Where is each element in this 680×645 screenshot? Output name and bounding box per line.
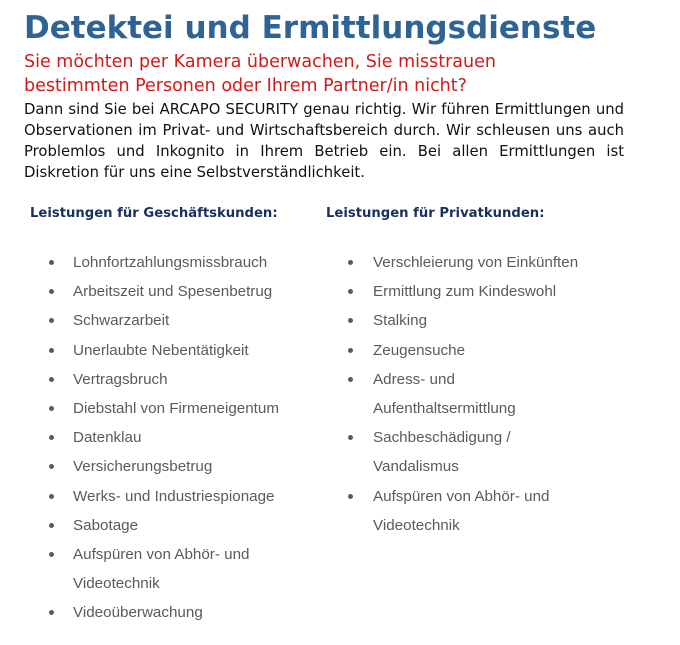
- list-item: [30, 336, 310, 365]
- intro-paragraph: Dann sind Sie bei ARCAPO SECURITY genau richtig. Wir führen Ermittlungen und Observationen im Privat- und Wirtschaftsbereich durch. Wir schleusen uns auch Problemlos und Inkognito in Ihrem Betrieb ein. Bei allen Ermittlungen ist Diskretion für uns eine Selbstverständlichkeit.: [24, 101, 624, 181]
- list-item: [30, 482, 310, 511]
- bullet-icon: [49, 494, 54, 499]
- list-item: [30, 277, 310, 306]
- list-item: [30, 598, 310, 627]
- list-item: [326, 482, 603, 540]
- list-item-label: Lohnfortzahlungsmissbrauch: [73, 254, 268, 271]
- subtitle-question: Sie möchten per Kamera überwachen, Sie misstrauen bestimmten Personen oder Ihrem Partner/in nicht?: [24, 52, 496, 96]
- bullet-icon: [49, 289, 54, 294]
- bullet-icon: [348, 289, 353, 294]
- bullet-icon: [49, 260, 54, 265]
- list-item-label: Diebstahl von Firmeneigentum: [73, 400, 279, 418]
- list-item-label: Unerlaubte Nebentätigkeit: [73, 341, 249, 359]
- list-item: [30, 423, 310, 452]
- bullet-icon: [49, 348, 54, 353]
- list-item-label: Stalking: [373, 312, 428, 330]
- list-item-label: Aufspüren von Abhör- und Videotechnik: [73, 546, 250, 593]
- bullet-icon: [348, 348, 353, 353]
- bullet-icon: [348, 377, 353, 382]
- list-item: [326, 248, 626, 277]
- list-item: [326, 423, 563, 481]
- list-item-label: Versicherungsbetrug: [73, 458, 213, 476]
- list-item: [326, 365, 563, 423]
- list-item-label: Datenklau: [73, 429, 142, 447]
- bullet-icon: [49, 406, 54, 411]
- business-services-heading: Leistungen für Geschäftskunden:: [30, 206, 278, 221]
- bullet-icon: [348, 435, 353, 440]
- private-services-column: [326, 204, 626, 540]
- private-services-list: [326, 248, 626, 540]
- bullet-icon: [49, 523, 54, 528]
- list-item-label: Adress- und Aufenthaltsermittlung: [373, 370, 516, 418]
- private-services-heading: Leistungen für Privatkunden:: [326, 206, 545, 221]
- list-item: [326, 306, 626, 335]
- list-item: [30, 511, 310, 540]
- bullet-icon: [348, 318, 353, 323]
- list-item: [30, 306, 310, 335]
- bullet-icon: [49, 552, 54, 557]
- list-item: [30, 365, 310, 394]
- list-item-label: Schwarzarbeit: [73, 312, 170, 330]
- list-item-label: Videoüberwachung: [73, 604, 203, 622]
- bullet-icon: [49, 377, 54, 382]
- list-item-label: Aufspüren von Abhör- und Videotechnik: [373, 487, 550, 534]
- list-item-label: Arbeitszeit und Spesenbetrug: [73, 283, 273, 301]
- bullet-icon: [348, 260, 353, 265]
- list-item: [30, 452, 310, 481]
- list-item-label: Sabotage: [73, 516, 139, 534]
- list-item: [30, 248, 310, 277]
- list-item-label: Zeugensuche: [373, 341, 466, 359]
- list-item: [326, 336, 626, 365]
- bullet-icon: [348, 494, 353, 499]
- list-item: [326, 277, 626, 306]
- business-services-list: [30, 248, 310, 628]
- list-item: [30, 394, 310, 423]
- list-item-label: Ermittlung zum Kindeswohl: [373, 283, 557, 301]
- list-item-label: Werks- und Industriespionage: [73, 487, 275, 505]
- bullet-icon: [49, 610, 54, 615]
- business-services-column: [30, 204, 310, 628]
- bullet-icon: [49, 318, 54, 323]
- list-item-label: Sachbeschädigung / Vandalismus: [373, 429, 511, 476]
- bullet-icon: [49, 464, 54, 469]
- bullet-icon: [49, 435, 54, 440]
- list-item: [30, 540, 298, 598]
- page-title: Detektei und Ermittlungsdienste: [24, 10, 597, 46]
- list-item-label: Verschleierung von Einkünften: [373, 254, 579, 271]
- list-item-label: Vertragsbruch: [73, 370, 168, 388]
